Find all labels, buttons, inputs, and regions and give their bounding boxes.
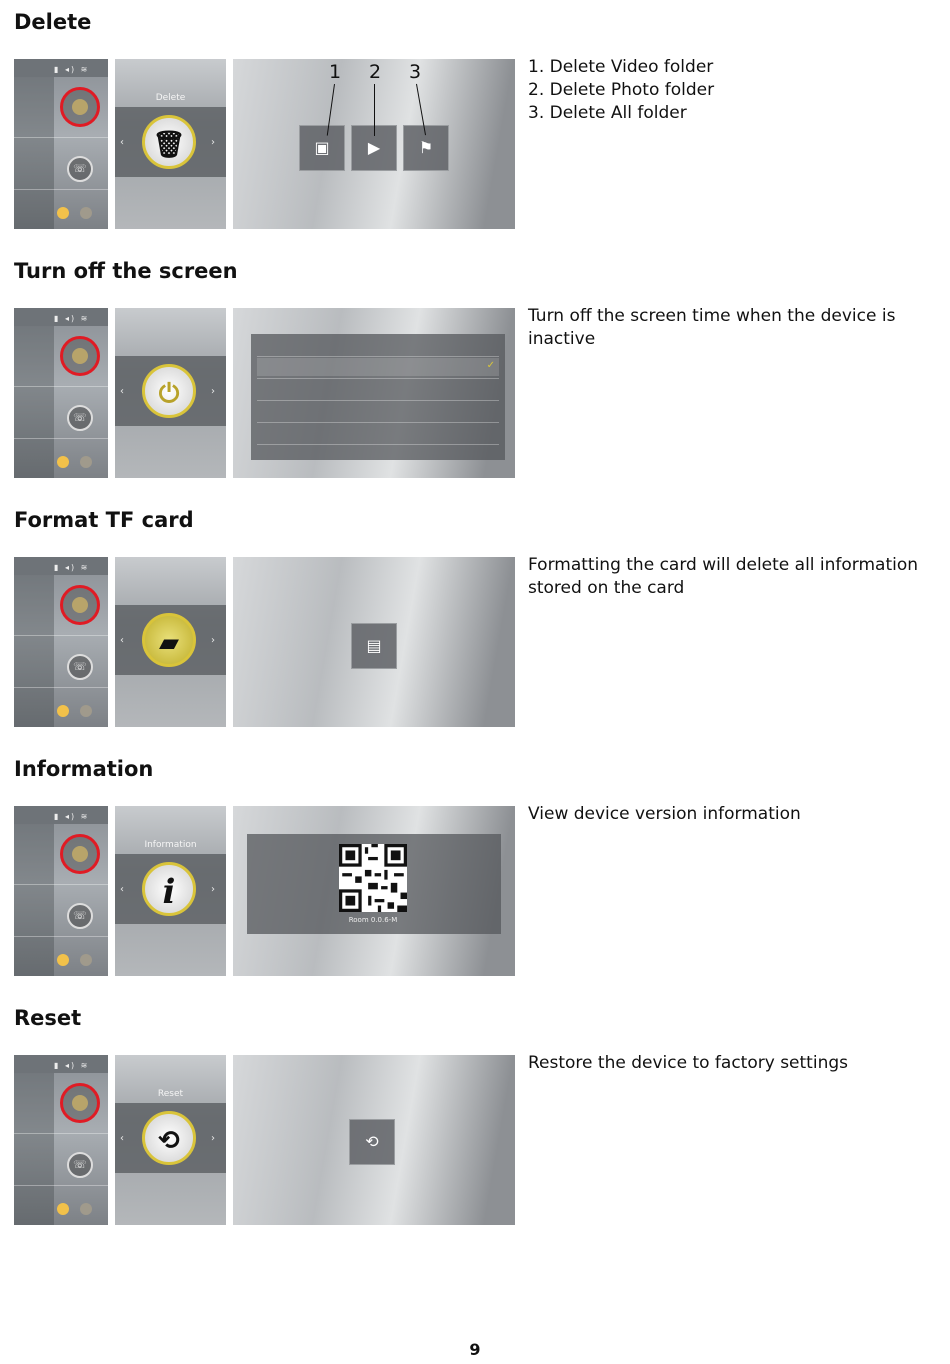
callout-3: 3	[409, 61, 422, 83]
callout-2: 2	[369, 61, 382, 83]
description-line: Turn off the screen time when the device is inactive	[528, 306, 896, 349]
sd-card-icon: ▰	[142, 613, 196, 667]
section-delete	[0, 0, 950, 249]
description-line: View device version information	[528, 804, 801, 824]
phone-icon: ☏	[67, 903, 93, 929]
sidebar-screenshot: ▮ ◂) ≋ ☏	[14, 557, 108, 727]
menu-screenshot: ‹ › ▰	[115, 557, 226, 727]
reset-icon: ⟲	[349, 1119, 395, 1165]
menu-screenshot: ‹ › ⏻	[115, 308, 226, 478]
photo-folder-icon: ▶	[351, 125, 397, 171]
detail-screenshot	[233, 557, 515, 727]
phone-icon: ☏	[67, 654, 93, 680]
description	[528, 803, 933, 826]
section-format-tf-card	[0, 498, 950, 747]
section-turn-off-screen	[0, 249, 950, 498]
qr-caption: Room 0.0.6-M	[348, 916, 398, 924]
description	[528, 305, 933, 351]
callout-1: 1	[329, 61, 342, 83]
highlight-ring	[60, 1083, 100, 1123]
phone-icon: ☏	[67, 1152, 93, 1178]
description	[528, 554, 933, 600]
description-line: Formatting the card will delete all information stored on the card	[528, 555, 919, 598]
trash-icon: 🗑	[142, 115, 196, 169]
menu-screenshot: Reset ‹ › ⟲	[115, 1055, 226, 1225]
highlight-ring	[60, 585, 100, 625]
description	[528, 1052, 933, 1075]
sidebar-screenshot: ▮ ◂) ≋ ☏	[14, 59, 108, 229]
highlight-ring	[60, 336, 100, 376]
menu-label: Delete	[155, 93, 186, 103]
description	[528, 56, 933, 125]
phone-icon: ☏	[67, 156, 93, 182]
detail-screenshot: ✓	[233, 308, 515, 478]
description-line: 2. Delete Photo folder	[528, 80, 715, 100]
menu-screenshot: Information ‹ › i	[115, 806, 226, 976]
sidebar-screenshot: ▮ ◂) ≋ ☏	[14, 1055, 108, 1225]
menu-label: Reset	[157, 1089, 184, 1099]
section-title: Information	[14, 757, 154, 781]
sidebar-screenshot: ▮ ◂) ≋ ☏	[14, 308, 108, 478]
sidebar-screenshot: ▮ ◂) ≋ ☏	[14, 806, 108, 976]
detail-screenshot	[233, 806, 515, 976]
power-icon: ⏻	[142, 364, 196, 418]
highlight-ring	[60, 87, 100, 127]
page-number: 9	[469, 1340, 481, 1359]
section-reset	[0, 996, 950, 1245]
section-information	[0, 747, 950, 996]
detail-screenshot	[233, 1055, 515, 1225]
menu-label: Information	[144, 840, 197, 850]
section-title: Turn off the screen	[14, 259, 238, 283]
reset-icon: ⟲	[142, 1111, 196, 1165]
info-icon: i	[142, 862, 196, 916]
description-line: 3. Delete All folder	[528, 103, 687, 123]
phone-icon: ☏	[67, 405, 93, 431]
highlight-ring	[60, 834, 100, 874]
qr-code	[339, 844, 407, 912]
all-folder-icon: ⚑	[403, 125, 449, 171]
section-title: Reset	[14, 1006, 82, 1030]
menu-screenshot: Delete ‹ › 🗑	[115, 59, 226, 229]
description-line: 1. Delete Video folder	[528, 57, 714, 77]
section-title: Format TF card	[14, 508, 194, 532]
description-line: Restore the device to factory settings	[528, 1053, 848, 1073]
section-title: Delete	[14, 10, 92, 34]
sd-card-icon: ▤	[351, 623, 397, 669]
video-folder-icon: ▣	[299, 125, 345, 171]
